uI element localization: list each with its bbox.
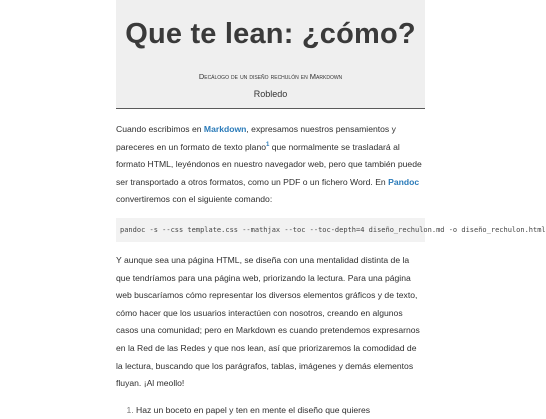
content — [116, 121, 546, 419]
intro-text-4: convertiremos con el siguiente comando: — [116, 194, 273, 205]
footnote-ref[interactable]: 1 — [266, 141, 270, 148]
subtitle: Decálogo de un diseño rechulón en Markdown — [198, 72, 343, 81]
intro-text-1: Cuando escribimos en — [116, 124, 204, 134]
pandoc-link[interactable]: Pandoc — [388, 176, 420, 187]
page-title: Que te lean: ¿cómo? — [125, 18, 416, 50]
document-page — [116, 0, 546, 415]
body-paragraph: Y aunque sea una página HTML, se diseña con una mentalidad distinta de la que tendríamos para una página web, priorizando la lectura. Para una página web buscaríamos cómo representar los diversos elementos gráficos y de texto, cómo hacer que los usuarios interactúen con nosotros, creando en algunos casos una comunidad; pero en Markdown es cuando pretendemos expresarnos en la Red de las Redes y que nos lean, así que priorizaremos la comodidad de la lectura, buscando que los parágrafos, tablas, imágenes y demás elementos fluyan. ¡Al meollo! — [116, 254, 420, 389]
intro-paragraph — [116, 121, 425, 209]
intro-text-2: , expresamos nuestros pensamientos y pareceres en un formato de texto plano — [116, 124, 396, 152]
list-item: 1. Haz un boceto en papel y ten en mente el diseño que quieres — [136, 402, 425, 419]
markdown-link[interactable]: Markdown — [203, 124, 247, 134]
title-block — [116, 0, 425, 109]
author: Robledo — [253, 89, 288, 99]
intro-text-3: que normalmente se trasladará al formato HTML, leyéndonos en nuestro navegador web, pero que también puede ser transportado a otros formatos, como un PDF o un fichero Word. En — [116, 141, 422, 187]
code-block: pandoc -s --css template.css --mathjax --toc --toc-depth=4 diseño_rechulon.md -o diseño_rechulon.html — [116, 218, 425, 242]
numbered-list — [116, 402, 425, 419]
